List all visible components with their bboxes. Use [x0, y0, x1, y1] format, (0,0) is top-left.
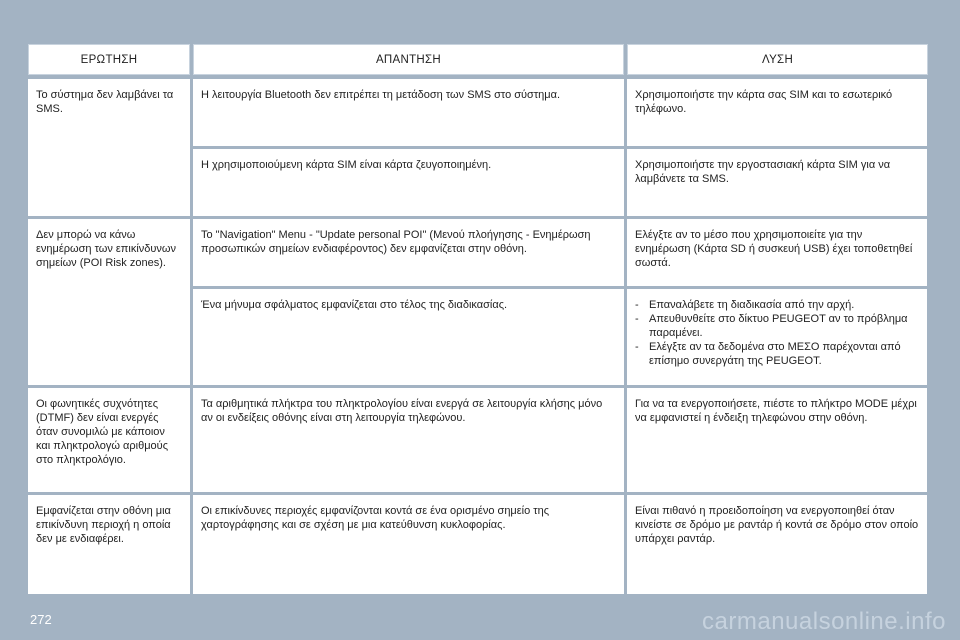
- table-header: [28, 44, 928, 75]
- solution-cell: Χρησιμοποιήστε την εργοστασιακή κάρτα SIM για να λαμβάνετε τα SMS.: [627, 149, 927, 216]
- answer-solution-row: [193, 388, 927, 492]
- answer-cell: Ένα μήνυμα σφάλματος εμφανίζεται στο τέλος της διαδικασίας.: [193, 289, 624, 385]
- solution-cell: Είναι πιθανό η προειδοποίηση να ενεργοποιηθεί όταν κινείστε σε δρόμο με ραντάρ ή κοντά σε δρόμο στον οποίο υπάρχει ραντάρ.: [627, 495, 927, 594]
- answer-cell: Το "Navigation" Menu - "Update personal POI" (Μενού πλοήγησης - Ενημέρωση προσωπικών σημείων ενδιαφέροντος) δεν εμφανίζεται στην οθόνη.: [193, 219, 624, 286]
- answer-solution-row: [193, 149, 927, 216]
- question-cell: Το σύστημα δεν λαμβάνει τα SMS.: [28, 79, 190, 216]
- answer-cell: Η χρησιμοποιούμενη κάρτα SIM είναι κάρτα ζευγοποιημένη.: [193, 149, 624, 216]
- faq-group: [28, 79, 928, 216]
- solution-list: [635, 298, 919, 368]
- solution-cell: Χρησιμοποιήστε την κάρτα σας SIM και το εσωτερικό τηλέφωνο.: [627, 79, 927, 146]
- question-cell: Οι φωνητικές συχνότητες (DTMF) δεν είναι ενεργές όταν συνομιλώ με κάποιον και πληκτρολογώ αριθμούς στο πληκτρολόγιο.: [28, 388, 190, 492]
- header-question: ΕΡΩΤΗΣΗ: [28, 44, 190, 75]
- answer-cell: Η λειτουργία Bluetooth δεν επιτρέπει τη μετάδοση των SMS στο σύστημα.: [193, 79, 624, 146]
- solution-cell: Ελέγξτε αν το μέσο που χρησιμοποιείτε για την ενημέρωση (Κάρτα SD ή συσκευή USB) έχει τοποθετηθεί σωστά.: [627, 219, 927, 286]
- question-cell: Δεν μπορώ να κάνω ενημέρωση των επικίνδυνων σημείων (POI Risk zones).: [28, 219, 190, 385]
- faq-group: [28, 219, 928, 385]
- answer-solution-row: [193, 495, 927, 594]
- solution-list-item: - Ελέγξτε αν τα δεδομένα στο ΜΕΣΟ παρέχονται από επίσημο συνεργάτη της PEUGEOT.: [635, 340, 919, 368]
- solution-cell: [627, 289, 927, 385]
- page-number: 272: [30, 612, 52, 627]
- watermark: carmanualsonline.info: [702, 608, 946, 635]
- faq-table: [28, 44, 928, 597]
- answer-solution-row: [193, 79, 927, 146]
- faq-group: [28, 388, 928, 492]
- question-cell: Εμφανίζεται στην οθόνη μια επικίνδυνη περιοχή η οποία δεν με ενδιαφέρει.: [28, 495, 190, 594]
- answer-cell: Τα αριθμητικά πλήκτρα του πληκτρολογίου είναι ενεργά σε λειτουργία κλήσης μόνο αν οι ενδείξεις οθόνης είναι στη λειτουργία τηλεφώνου.: [193, 388, 624, 492]
- solution-cell: Για να τα ενεργοποιήσετε, πιέστε το πλήκτρο MODE μέχρι να εμφανιστεί η ένδειξη τηλεφώνου στην οθόνη.: [627, 388, 927, 492]
- faq-group: [28, 495, 928, 594]
- answer-cell: Οι επικίνδυνες περιοχές εμφανίζονται κοντά σε ένα ορισμένο σημείο της χαρτογράφησης και σε σχέση με μια κατεύθυνση κυκλοφορίας.: [193, 495, 624, 594]
- header-answer: ΑΠΑΝΤΗΣΗ: [193, 44, 624, 75]
- solution-list-item: - Επαναλάβετε τη διαδικασία από την αρχή.: [635, 298, 919, 312]
- answer-solution-row: [193, 219, 927, 286]
- answer-solution-row: [193, 289, 927, 385]
- header-solution: ΛΥΣΗ: [627, 44, 928, 75]
- solution-list-item: - Απευθυνθείτε στο δίκτυο PEUGEOT αν το πρόβλημα παραμένει.: [635, 312, 919, 340]
